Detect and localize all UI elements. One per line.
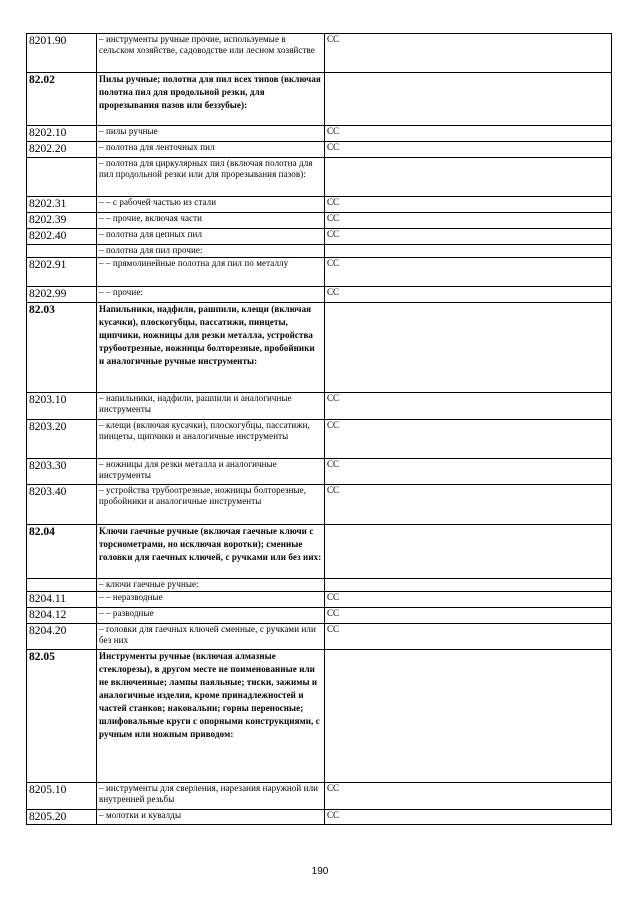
unit-code: CC bbox=[325, 420, 612, 459]
table-row bbox=[27, 783, 612, 810]
goods-description: – ключи гаечные ручные: bbox=[97, 579, 325, 592]
table-row bbox=[27, 485, 612, 525]
table-row bbox=[27, 213, 612, 229]
hs-code: 8203.40 bbox=[27, 485, 97, 525]
unit-code: CC bbox=[325, 142, 612, 158]
table-row bbox=[27, 73, 612, 126]
goods-description: Напильники, надфили, рашпили, клещи (включая кусачки), плоскогубцы, пассатижи, пинцеты, щипчики, ножницы для резки металла, устройства трубоотрезные, ножницы болторезные, пробойники и аналогичные ручные инструменты: bbox=[97, 303, 325, 393]
hs-code: 8202.39 bbox=[27, 213, 97, 229]
hs-code: 8202.40 bbox=[27, 229, 97, 245]
table-row bbox=[27, 650, 612, 783]
table-row bbox=[27, 459, 612, 485]
goods-description: – – прочие: bbox=[97, 287, 325, 303]
table-row bbox=[27, 420, 612, 459]
table-row bbox=[27, 142, 612, 158]
hs-code: 8205.20 bbox=[27, 810, 97, 825]
table-row bbox=[27, 608, 612, 624]
goods-description: – – с рабочей частью из стали bbox=[97, 197, 325, 213]
table-row bbox=[27, 245, 612, 258]
hs-code: 82.04 bbox=[27, 525, 97, 579]
unit-code: CC bbox=[325, 287, 612, 303]
table-row bbox=[27, 258, 612, 287]
hs-code: 8202.10 bbox=[27, 126, 97, 142]
hs-code: 8205.10 bbox=[27, 783, 97, 810]
hs-code: 8202.91 bbox=[27, 258, 97, 287]
goods-description: – полотна для цепных пил bbox=[97, 229, 325, 245]
goods-description: – – прочие, включая части bbox=[97, 213, 325, 229]
goods-description: – инструменты для сверления, нарезания наружной или внутренней резьбы bbox=[97, 783, 325, 810]
hs-code: 8203.10 bbox=[27, 393, 97, 420]
tariff-table bbox=[26, 33, 612, 825]
goods-description: – ножницы для резки металла и аналогичные инструменты bbox=[97, 459, 325, 485]
goods-description: – клещи (включая кусачки), плоскогубцы, пассатижи, пинцеты, щипчики и аналогичные инструменты bbox=[97, 420, 325, 459]
hs-code: 8203.20 bbox=[27, 420, 97, 459]
goods-description: – головки для гаечных ключей сменные, с ручками или без них bbox=[97, 624, 325, 650]
hs-code bbox=[27, 158, 97, 197]
table-row bbox=[27, 624, 612, 650]
unit-code: CC bbox=[325, 213, 612, 229]
unit-code: CC bbox=[325, 393, 612, 420]
hs-code: 8202.31 bbox=[27, 197, 97, 213]
hs-code: 8201.90 bbox=[27, 34, 97, 73]
table-row bbox=[27, 592, 612, 608]
hs-code: 82.05 bbox=[27, 650, 97, 783]
unit-code: CC bbox=[325, 197, 612, 213]
unit-code bbox=[325, 245, 612, 258]
goods-description: – полотна для циркулярных пил (включая полотна для пил продольной резки или для прорезывания пазов): bbox=[97, 158, 325, 197]
table-row bbox=[27, 579, 612, 592]
unit-code: CC bbox=[325, 810, 612, 825]
hs-code: 8204.11 bbox=[27, 592, 97, 608]
goods-description: – – прямолинейные полотна для пил по металлу bbox=[97, 258, 325, 287]
goods-description: – – разводные bbox=[97, 608, 325, 624]
goods-description: – полотна для пил прочие: bbox=[97, 245, 325, 258]
unit-code: CC bbox=[325, 783, 612, 810]
goods-description: – – неразводные bbox=[97, 592, 325, 608]
goods-description: Пилы ручные; полотна для пил всех типов (включая полотна пил для продольной резки, для прорезывания пазов или беззубые): bbox=[97, 73, 325, 126]
goods-description: Ключи гаечные ручные (включая гаечные ключи с торсиометрами, но исключая воротки); сменные головки для гаечных ключей, с ручками или без них: bbox=[97, 525, 325, 579]
hs-code: 8202.99 bbox=[27, 287, 97, 303]
table-row bbox=[27, 810, 612, 825]
hs-code: 8204.12 bbox=[27, 608, 97, 624]
table-row bbox=[27, 303, 612, 393]
goods-description: – устройства трубоотрезные, ножницы болторезные, пробойники и аналогичные инструменты bbox=[97, 485, 325, 525]
unit-code: CC bbox=[325, 126, 612, 142]
table-row bbox=[27, 34, 612, 73]
goods-description: – полотна для ленточных пил bbox=[97, 142, 325, 158]
unit-code bbox=[325, 73, 612, 126]
goods-description: – напильники, надфили, рашпили и аналогичные инструменты bbox=[97, 393, 325, 420]
unit-code: CC bbox=[325, 485, 612, 525]
hs-code: 8202.20 bbox=[27, 142, 97, 158]
goods-description: – пилы ручные bbox=[97, 126, 325, 142]
unit-code: CC bbox=[325, 608, 612, 624]
goods-description: – инструменты ручные прочие, используемые в сельском хозяйстве, садоводстве или лесном хозяйстве bbox=[97, 34, 325, 73]
unit-code bbox=[325, 579, 612, 592]
table-row bbox=[27, 393, 612, 420]
table-row bbox=[27, 229, 612, 245]
unit-code bbox=[325, 303, 612, 393]
table-row bbox=[27, 158, 612, 197]
hs-code bbox=[27, 245, 97, 258]
page-number: 190 bbox=[311, 866, 329, 877]
unit-code bbox=[325, 525, 612, 579]
table-row bbox=[27, 525, 612, 579]
unit-code: CC bbox=[325, 624, 612, 650]
table-row bbox=[27, 126, 612, 142]
goods-description: Инструменты ручные (включая алмазные стеклорезы), в другом месте не поименованные или не включенные; лампы паяльные; тиски, зажимы и аналогичные изделия, кроме принадлежностей и частей станков; наковальни; горны переносные; шлифовальные круги с опорными конструкциями, с ручным или ножным приводом: bbox=[97, 650, 325, 783]
unit-code: CC bbox=[325, 258, 612, 287]
unit-code: CC bbox=[325, 592, 612, 608]
unit-code: CC bbox=[325, 459, 612, 485]
hs-code: 8203.30 bbox=[27, 459, 97, 485]
goods-description: – молотки и кувалды bbox=[97, 810, 325, 825]
hs-code: 8204.20 bbox=[27, 624, 97, 650]
hs-code bbox=[27, 579, 97, 592]
unit-code bbox=[325, 158, 612, 197]
table-row bbox=[27, 287, 612, 303]
unit-code bbox=[325, 650, 612, 783]
unit-code: CC bbox=[325, 34, 612, 73]
table-row bbox=[27, 197, 612, 213]
hs-code: 82.02 bbox=[27, 73, 97, 126]
unit-code: CC bbox=[325, 229, 612, 245]
hs-code: 82.03 bbox=[27, 303, 97, 393]
